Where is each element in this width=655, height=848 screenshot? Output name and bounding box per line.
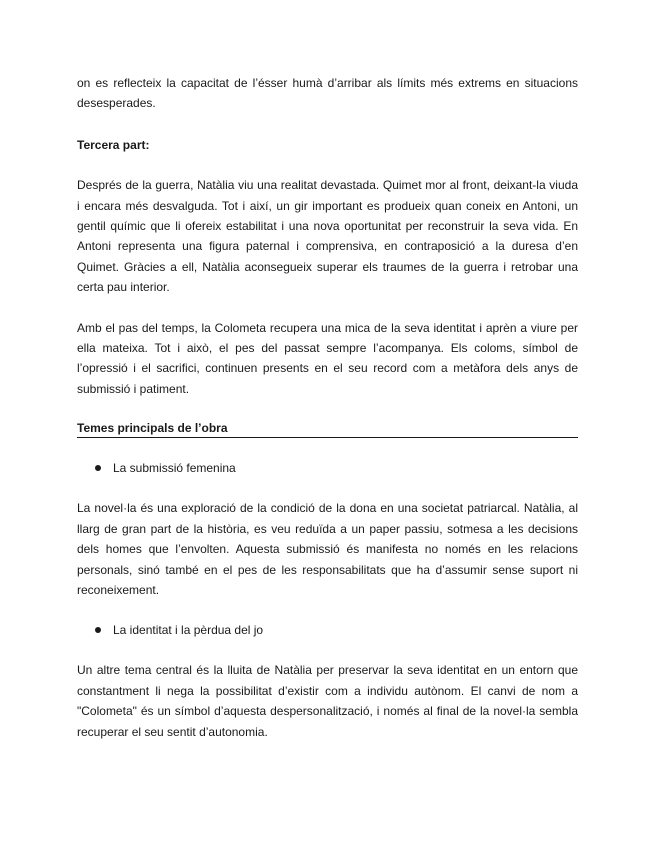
theme-bullet-1	[77, 458, 578, 478]
intro-paragraph: on es reflecteix la capacitat de l’ésser humà d’arribar als límits més extrems en situacions desesperades.	[77, 76, 578, 111]
theme-paragraph-2: Un altre tema central és la lluita de Natàlia per preservar la seva identitat en un entorn que constantment li nega la possibilitat d’existir com a individu autònom. El canvi de nom a "Colometa" és un símbol d’aquesta despersonalització, i només al final de la novel·la sembla recuperar el seu sentit d’autonomia.	[77, 663, 578, 739]
themes-heading: Temes principals de l’obra	[77, 419, 578, 438]
document-page	[77, 73, 578, 762]
theme-title-1: La submissió femenina	[113, 461, 236, 476]
theme-bullet-2	[77, 620, 578, 640]
theme-paragraph-1: La novel·la és una exploració de la condició de la dona en una societat patriarcal. Natàlia, al llarg de gran part de la història, es veu reduïda a un paper passiu, sotmesa a les decisions dels homes que l’envolten. Aquesta submissió és manifesta no només en les relacions personals, sinó també en el pes de les responsabilitats que ha d’assumir sense suport ni reconeixement.	[77, 501, 578, 597]
bullet-dot-icon	[95, 627, 101, 633]
part-heading: Tercera part:	[77, 137, 150, 152]
bullet-dot-icon	[95, 465, 101, 471]
theme-title-2: La identitat i la pèrdua del jo	[113, 623, 264, 638]
part-paragraph-1: Després de la guerra, Natàlia viu una realitat devastada. Quimet mor al front, deixant-la viuda i encara més desvalguda. Tot i així, un gir important es produeix quan coneix en Antoni, un gentil químic que li ofereix estabilitat i una nova oportunitat per reconstruir la seva vida. En Antoni representa una figura paternal i comprensiva, en contraposició a la duresa d’en Quimet. Gràcies a ell, Natàlia aconsegueix superar els traumes de la guerra i retrobar una certa pau interior.	[77, 178, 578, 295]
part-paragraph-2: Amb el pas del temps, la Colometa recupera una mica de la seva identitat i aprèn a viure per ella mateixa. Tot i això, el pes del passat sempre l’acompanya. Els coloms, símbol de l’opressió i el sacrifici, continuen presents en el seu record com a metàfora dels anys de submissió i patiment.	[77, 320, 578, 396]
